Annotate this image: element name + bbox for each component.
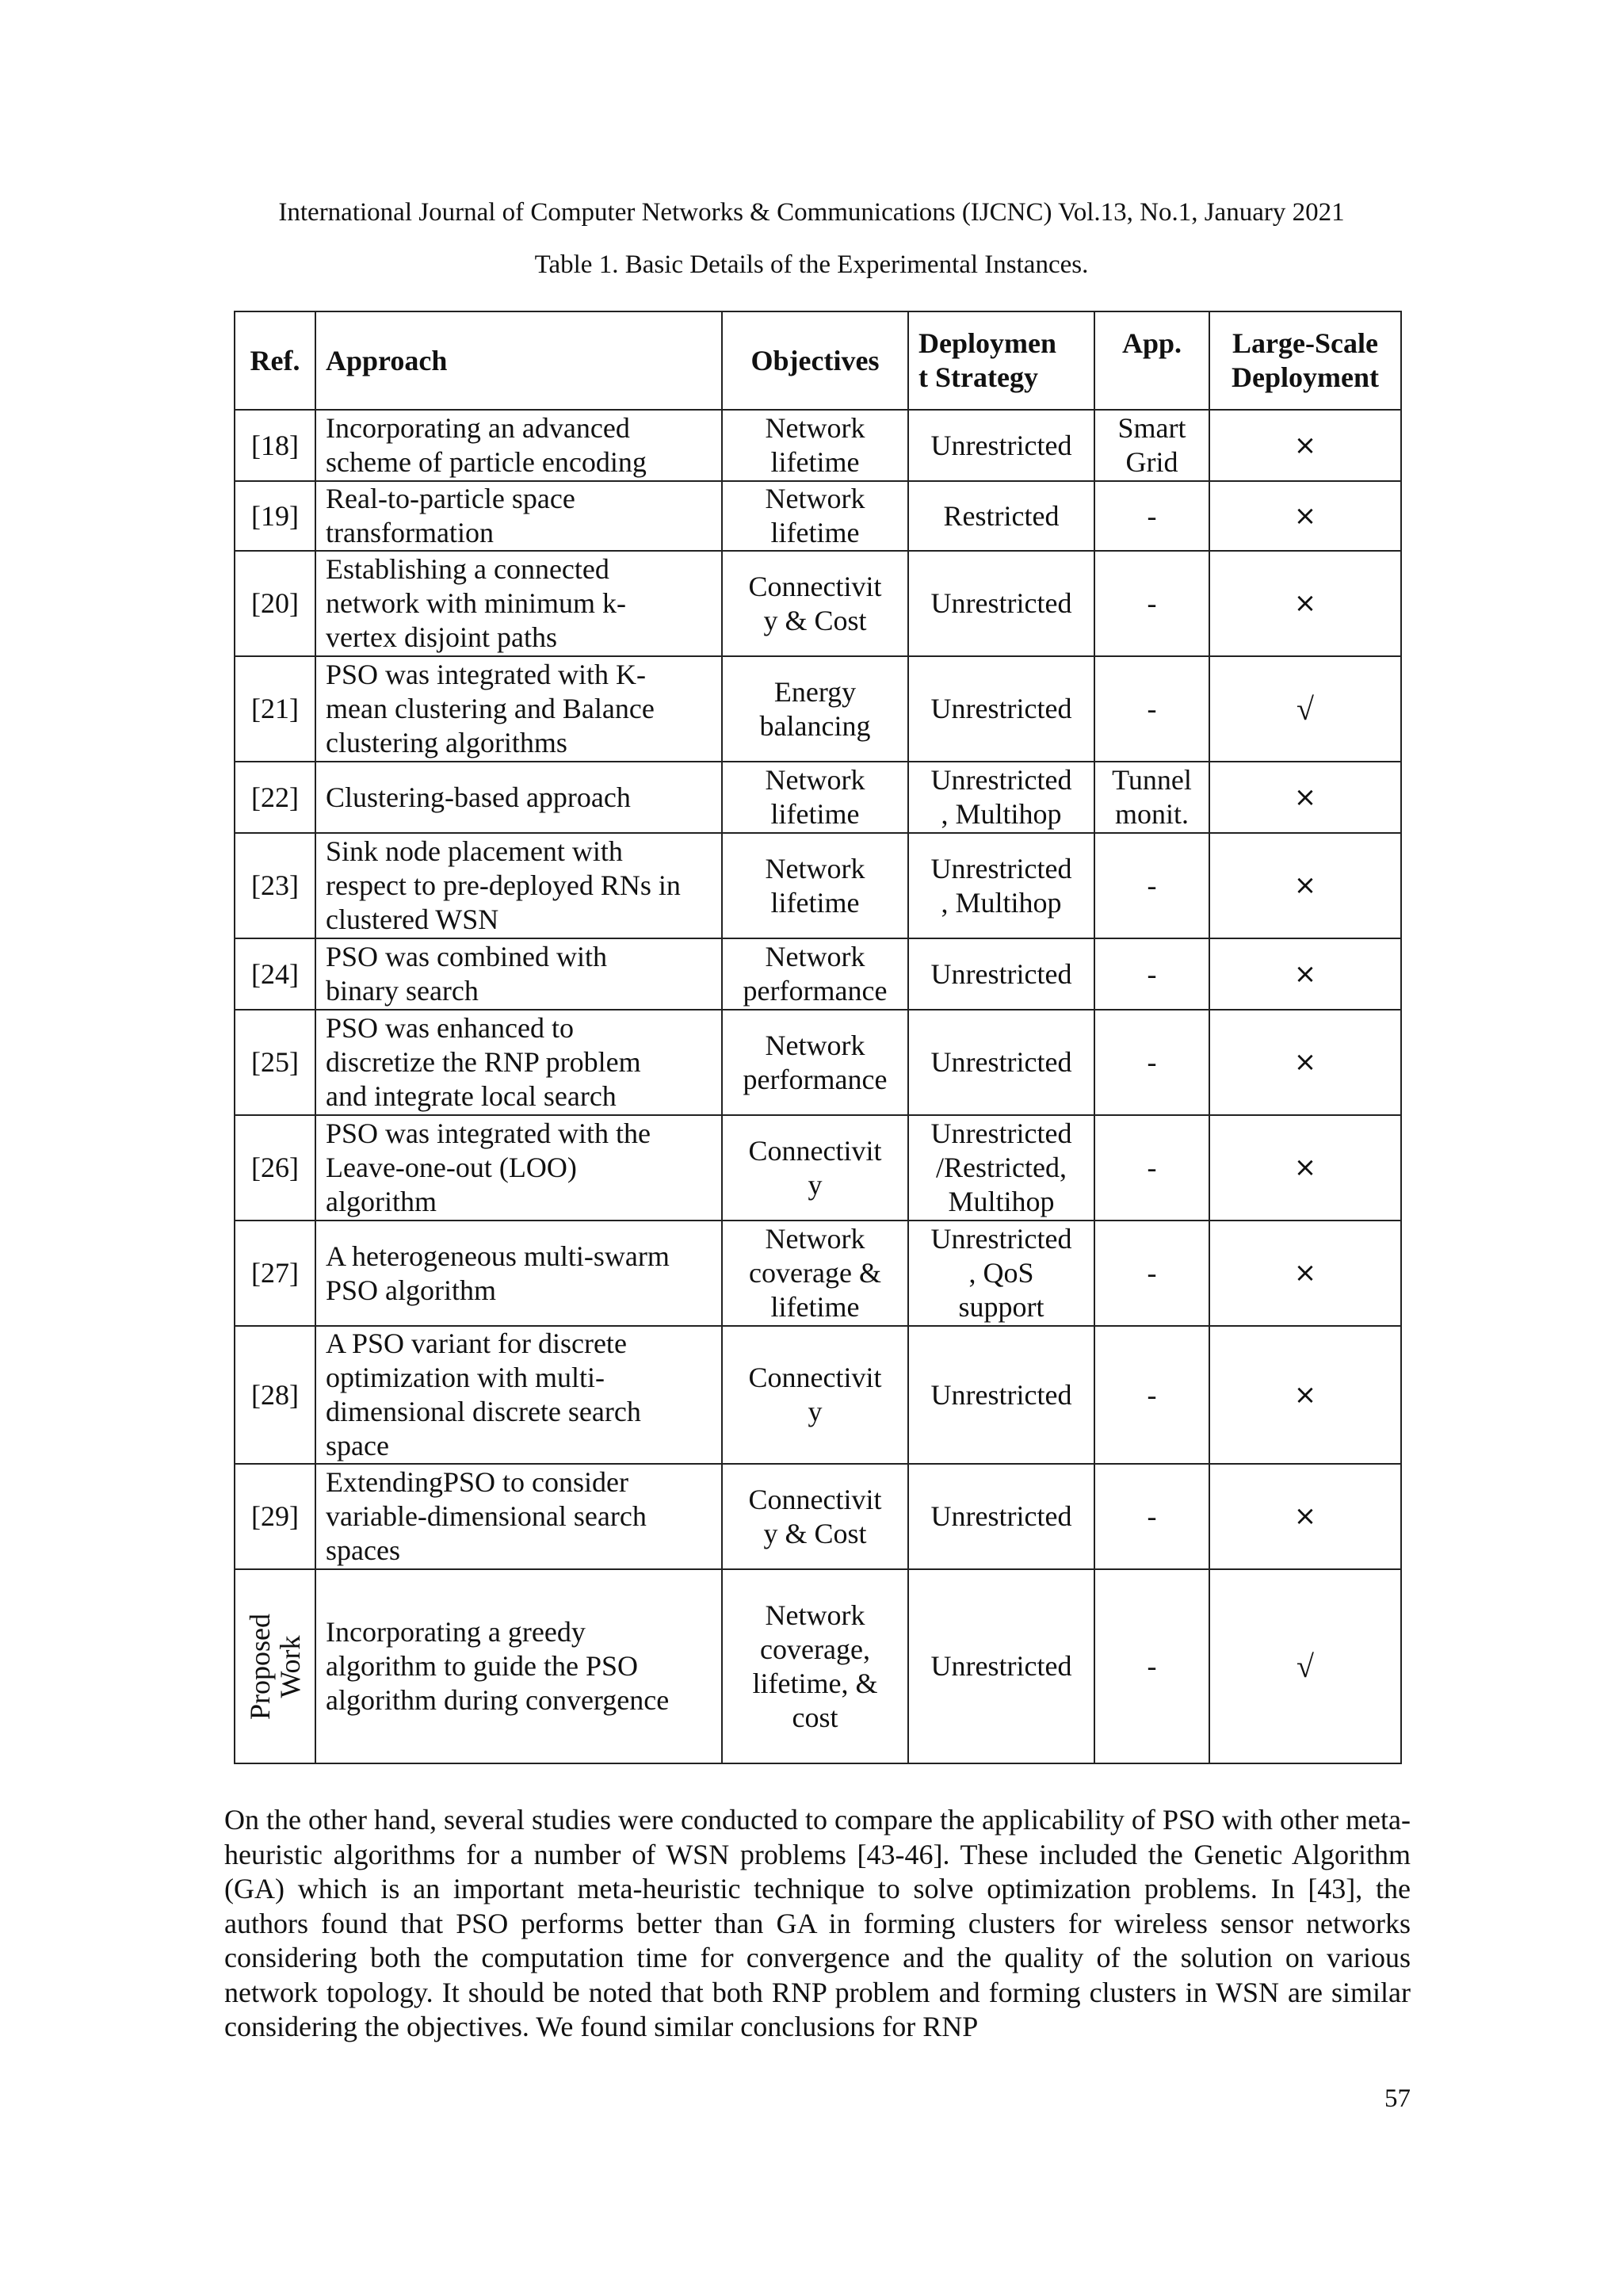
- ref-cell: [19]: [235, 481, 315, 551]
- table-row: [235, 1464, 1401, 1569]
- strategy-cell: Unrestricted: [908, 1464, 1094, 1569]
- app-cell: -: [1094, 1326, 1209, 1464]
- app-cell: -: [1094, 1010, 1209, 1115]
- large-scale-mark: √: [1209, 1569, 1401, 1763]
- app-cell: -: [1094, 1221, 1209, 1326]
- objectives-cell: Connectivit y: [722, 1326, 908, 1464]
- table-row: [235, 1221, 1401, 1326]
- table-row: [235, 410, 1401, 481]
- strategy-cell: Unrestricted /Restricted, Multihop: [908, 1115, 1094, 1221]
- table-row: [235, 656, 1401, 762]
- large-scale-mark: ×: [1209, 1010, 1401, 1115]
- large-scale-mark: √: [1209, 656, 1401, 762]
- strategy-cell: Unrestricted , Multihop: [908, 833, 1094, 938]
- approach-cell: PSO was integrated with K- mean clustering and Balance clustering algorithms: [315, 656, 722, 762]
- ref-cell: [27]: [235, 1221, 315, 1326]
- app-cell: -: [1094, 656, 1209, 762]
- objectives-cell: Network coverage, lifetime, & cost: [722, 1569, 908, 1763]
- large-scale-mark: ×: [1209, 833, 1401, 938]
- proposed-work-label: [235, 1570, 315, 1763]
- large-scale-mark: ×: [1209, 1326, 1401, 1464]
- table-row: [235, 938, 1401, 1010]
- ref-cell: [25]: [235, 1010, 315, 1115]
- approach-cell: Real-to-particle space transformation: [315, 481, 722, 551]
- large-scale-mark: ×: [1209, 481, 1401, 551]
- objectives-cell: Network coverage & lifetime: [722, 1221, 908, 1326]
- app-cell: -: [1094, 1569, 1209, 1763]
- approach-cell: PSO was enhanced to discretize the RNP problem and integrate local search: [315, 1010, 722, 1115]
- strategy-cell: Unrestricted: [908, 1326, 1094, 1464]
- table-row: [235, 1569, 1401, 1763]
- col-header-app: App.: [1094, 311, 1209, 410]
- approach-cell: Sink node placement with respect to pre-deployed RNs in clustered WSN: [315, 833, 722, 938]
- approach-cell: Incorporating a greedy algorithm to guide the PSO algorithm during convergence: [315, 1569, 722, 1763]
- large-scale-mark: ×: [1209, 1221, 1401, 1326]
- proposed-work-line2: Work: [274, 1634, 306, 1698]
- approach-cell: Incorporating an advanced scheme of particle encoding: [315, 410, 722, 481]
- table-row: [235, 762, 1401, 833]
- app-cell: Tunnel monit.: [1094, 762, 1209, 833]
- proposed-work-line1: Proposed: [244, 1613, 276, 1720]
- ref-cell: [20]: [235, 551, 315, 656]
- table-row: [235, 1010, 1401, 1115]
- strategy-cell: Restricted: [908, 481, 1094, 551]
- app-cell: -: [1094, 551, 1209, 656]
- running-header: International Journal of Computer Networks & Communications (IJCNC) Vol.13, No.1, January 2021: [278, 198, 1345, 227]
- col-header-objectives: Objectives: [722, 311, 908, 410]
- table-caption: Table 1. Basic Details of the Experimental Instances.: [534, 250, 1089, 279]
- table-row: [235, 1115, 1401, 1221]
- objectives-cell: Network performance: [722, 938, 908, 1010]
- strategy-cell: Unrestricted: [908, 410, 1094, 481]
- ref-cell: [26]: [235, 1115, 315, 1221]
- page-number: 57: [1384, 2084, 1411, 2113]
- table-row: [235, 481, 1401, 551]
- app-cell: -: [1094, 481, 1209, 551]
- app-cell: -: [1094, 938, 1209, 1010]
- col-header-approach: Approach: [315, 311, 722, 410]
- col-header-ref: Ref.: [235, 311, 315, 410]
- app-cell: Smart Grid: [1094, 410, 1209, 481]
- ref-cell: [24]: [235, 938, 315, 1010]
- ref-cell: [18]: [235, 410, 315, 481]
- approach-cell: Clustering-based approach: [315, 762, 722, 833]
- objectives-cell: Network performance: [722, 1010, 908, 1115]
- strategy-cell: Unrestricted: [908, 656, 1094, 762]
- approach-cell: PSO was integrated with the Leave-one-out (LOO) algorithm: [315, 1115, 722, 1221]
- large-scale-mark: ×: [1209, 410, 1401, 481]
- objectives-cell: Network lifetime: [722, 762, 908, 833]
- approach-cell: A PSO variant for discrete optimization with multi- dimensional discrete search space: [315, 1326, 722, 1464]
- ref-cell: [21]: [235, 656, 315, 762]
- body-paragraph: On the other hand, several studies were conducted to compare the applicability of PSO with other meta-heuristic algorithms for a number of WSN problems [43-46]. These included the Genetic Algorithm (GA) which is an important meta-heuristic technique to solve optimization problems. In [43], the authors found that PSO performs better than GA in forming clusters for wireless sensor networks considering both the computation time for convergence and the quality of the solution on various network topology. It should be noted that both RNP problem and forming clusters in WSN are similar considering the objectives. We found similar conclusions for RNP: [224, 1804, 1411, 2042]
- proposed-work-text: [245, 1614, 305, 1720]
- objectives-cell: Energy balancing: [722, 656, 908, 762]
- ref-cell: [22]: [235, 762, 315, 833]
- app-cell: -: [1094, 833, 1209, 938]
- large-scale-mark: ×: [1209, 1464, 1401, 1569]
- approach-cell: A heterogeneous multi-swarm PSO algorithm: [315, 1221, 722, 1326]
- table-header-row: [235, 311, 1401, 410]
- strategy-cell: Unrestricted , QoS support: [908, 1221, 1094, 1326]
- ref-cell: [23]: [235, 833, 315, 938]
- col-header-strategy: Deploymen t Strategy: [908, 311, 1094, 410]
- ref-cell: [28]: [235, 1326, 315, 1464]
- app-cell: -: [1094, 1464, 1209, 1569]
- app-cell: -: [1094, 1115, 1209, 1221]
- large-scale-mark: ×: [1209, 938, 1401, 1010]
- col-header-large-scale: Large-Scale Deployment: [1209, 311, 1401, 410]
- table-row: [235, 1326, 1401, 1464]
- strategy-cell: Unrestricted: [908, 1010, 1094, 1115]
- large-scale-mark: ×: [1209, 551, 1401, 656]
- table-row: [235, 551, 1401, 656]
- ref-cell-vertical: [235, 1569, 315, 1763]
- objectives-cell: Network lifetime: [722, 481, 908, 551]
- approach-cell: PSO was combined with binary search: [315, 938, 722, 1010]
- details-table: [234, 311, 1402, 1764]
- table-row: [235, 833, 1401, 938]
- strategy-cell: Unrestricted: [908, 938, 1094, 1010]
- strategy-cell: Unrestricted , Multihop: [908, 762, 1094, 833]
- objectives-cell: Network lifetime: [722, 833, 908, 938]
- strategy-cell: Unrestricted: [908, 551, 1094, 656]
- approach-cell: ExtendingPSO to consider variable-dimensional search spaces: [315, 1464, 722, 1569]
- objectives-cell: Connectivit y & Cost: [722, 1464, 908, 1569]
- objectives-cell: Connectivit y: [722, 1115, 908, 1221]
- approach-cell: Establishing a connected network with minimum k- vertex disjoint paths: [315, 551, 722, 656]
- strategy-cell: Unrestricted: [908, 1569, 1094, 1763]
- large-scale-mark: ×: [1209, 1115, 1401, 1221]
- ref-cell: [29]: [235, 1464, 315, 1569]
- large-scale-mark: ×: [1209, 762, 1401, 833]
- objectives-cell: Connectivit y & Cost: [722, 551, 908, 656]
- objectives-cell: Network lifetime: [722, 410, 908, 481]
